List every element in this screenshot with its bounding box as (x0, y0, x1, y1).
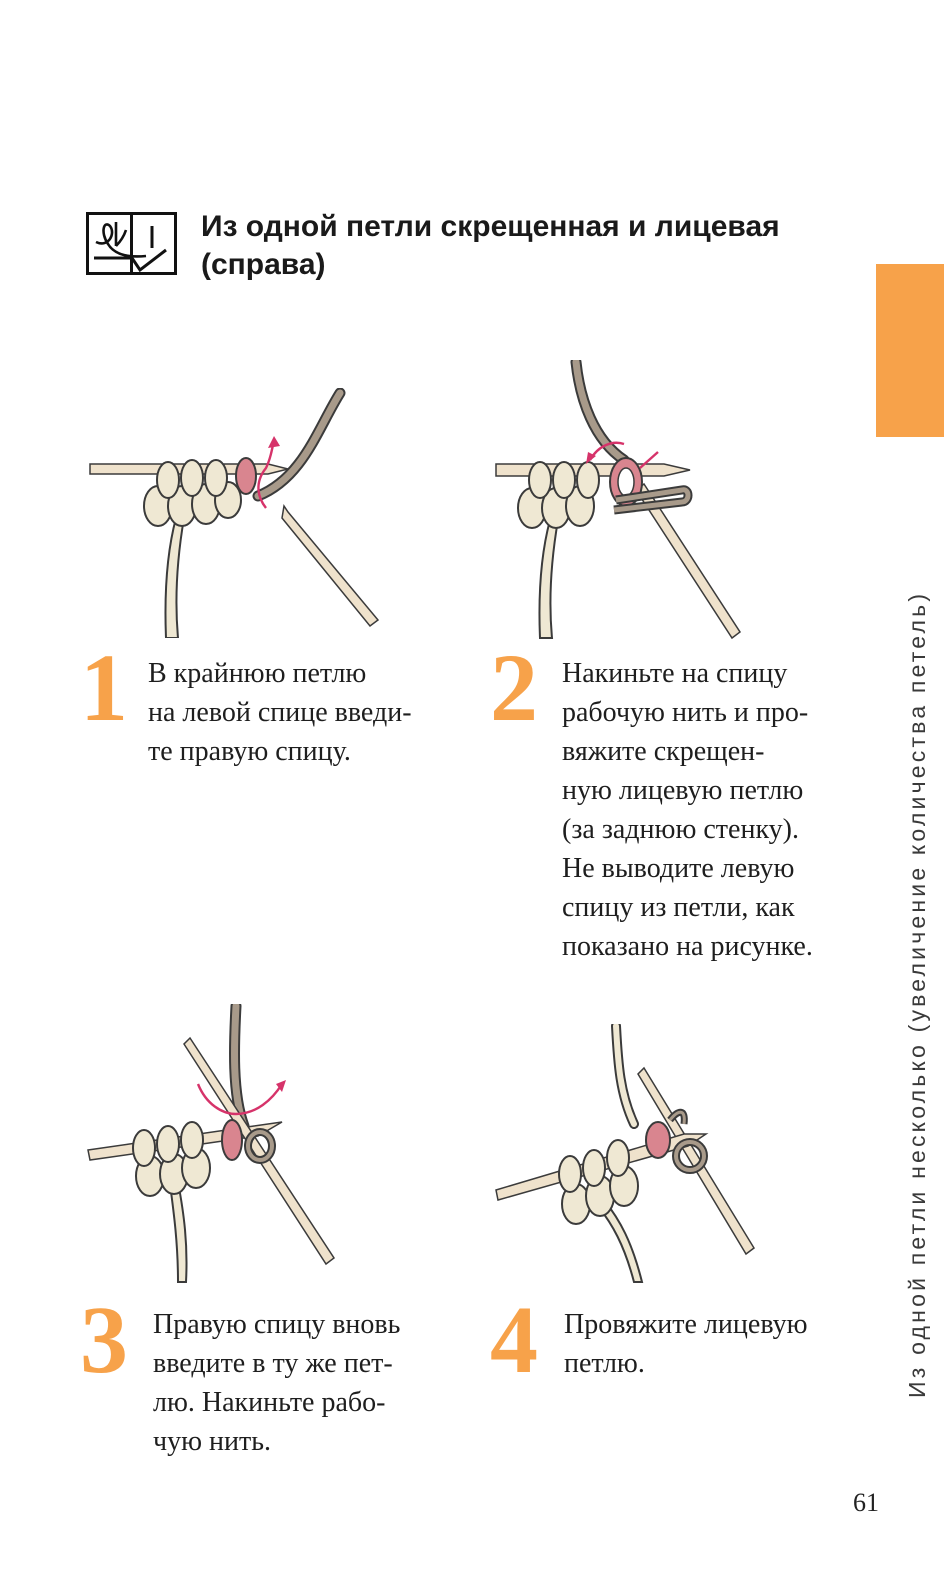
step-number-3: 3 (80, 1286, 128, 1393)
page-title (201, 208, 841, 284)
step-3-line: введите в ту же пет- (153, 1348, 393, 1379)
step-2-line: рабочую нить и про- (562, 697, 809, 728)
step-number-2: 2 (490, 634, 538, 741)
step-3-line: чую нить. (153, 1426, 271, 1457)
step-text-1 (148, 654, 412, 771)
step-2-line: спицу из петли, как (562, 892, 795, 923)
step-2-line: ную лицевую петлю (562, 775, 804, 806)
step-number-1: 1 (80, 634, 128, 741)
step2-wrap-yarn-illustration (494, 360, 774, 640)
step-4-line: петлю. (564, 1348, 645, 1379)
step-2-line: Накиньте на спицу (562, 658, 788, 689)
step-2-line: Не выводите левую (562, 853, 795, 884)
knitting-chart-symbol-icon (86, 212, 177, 275)
title-line-2: (справа) (201, 248, 326, 281)
step-1-line: на левой спице введи- (148, 697, 412, 728)
title-line-1: Из одной петли скрещенная и лицевая (201, 210, 780, 243)
step-3-line: Правую спицу вновь (153, 1309, 401, 1340)
side-caption: Из одной петли несколько (увеличение количества петель) (904, 590, 930, 1398)
step-text-3 (153, 1305, 400, 1461)
step-3-line: лю. Накиньте рабо- (153, 1387, 386, 1418)
step-1-line: В крайнюю петлю (148, 658, 367, 689)
page-number: 61 (853, 1488, 879, 1517)
step-text-4 (564, 1305, 808, 1383)
step-number-4: 4 (490, 1286, 538, 1393)
step-1-line: те правую спицу. (148, 736, 351, 767)
step4-knit-loop-illustration (494, 1024, 764, 1284)
step-2-line: вяжите скрещен- (562, 736, 765, 767)
step-text-2 (562, 654, 813, 966)
step-4-line: Провяжите лицевую (564, 1309, 808, 1340)
step-2-line: (за заднюю стенку). (562, 814, 799, 845)
section-tab (876, 264, 944, 437)
step3-reinsert-needle-illustration (86, 1004, 336, 1284)
step-2-line: показано на рисунке. (562, 931, 813, 962)
step1-insert-needle-illustration (88, 388, 388, 638)
